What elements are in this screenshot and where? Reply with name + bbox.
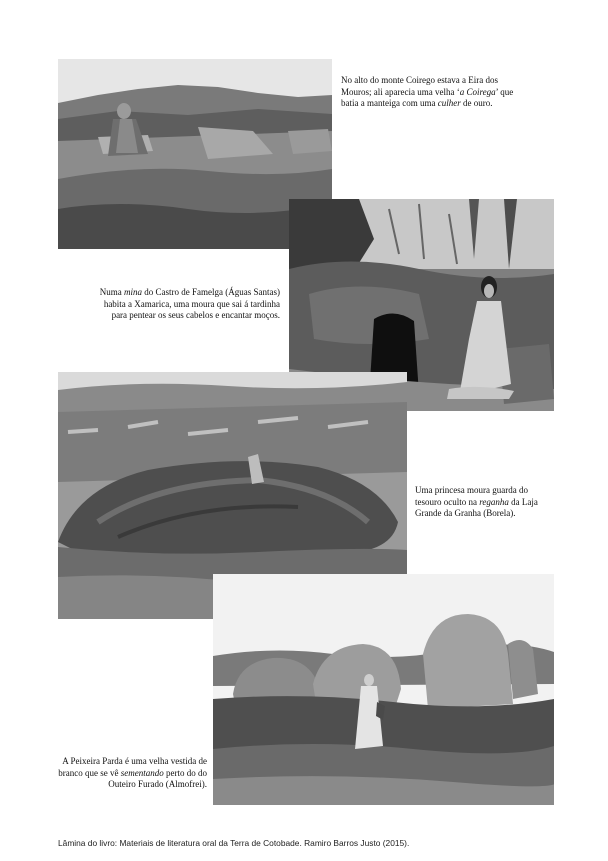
caption-outeiro-furado: A Peixeira Parda é uma velha vestida de branco que se vê sementando perto do do Outeiro Furado (Almofrei).: [58, 756, 207, 789]
caption-monte-coirego: No alto do monte Coirego estava a Eira dos Mouros; ali aparecia uma velha ‘a Coirega’ que batia a manteiga com uma culher de ouro.: [341, 75, 514, 108]
photo-outeiro-furado: [213, 574, 554, 805]
caption-castro-famelga: Numa mina do Castro de Famelga (Águas Santas) habita a Xamarica, uma moura que sai á tardinha para pentear os seus cabelos e encantar moços.: [99, 287, 280, 320]
footer-credit: Lâmina do livro: Materiais de literatura oral da Terra de Cotobade. Ramiro Barros Justo (2015).: [58, 838, 410, 848]
caption-laja-grande: Uma princesa moura guarda do tesouro oculto na reganha da Laja Grande da Granha (Borela).: [415, 485, 538, 518]
